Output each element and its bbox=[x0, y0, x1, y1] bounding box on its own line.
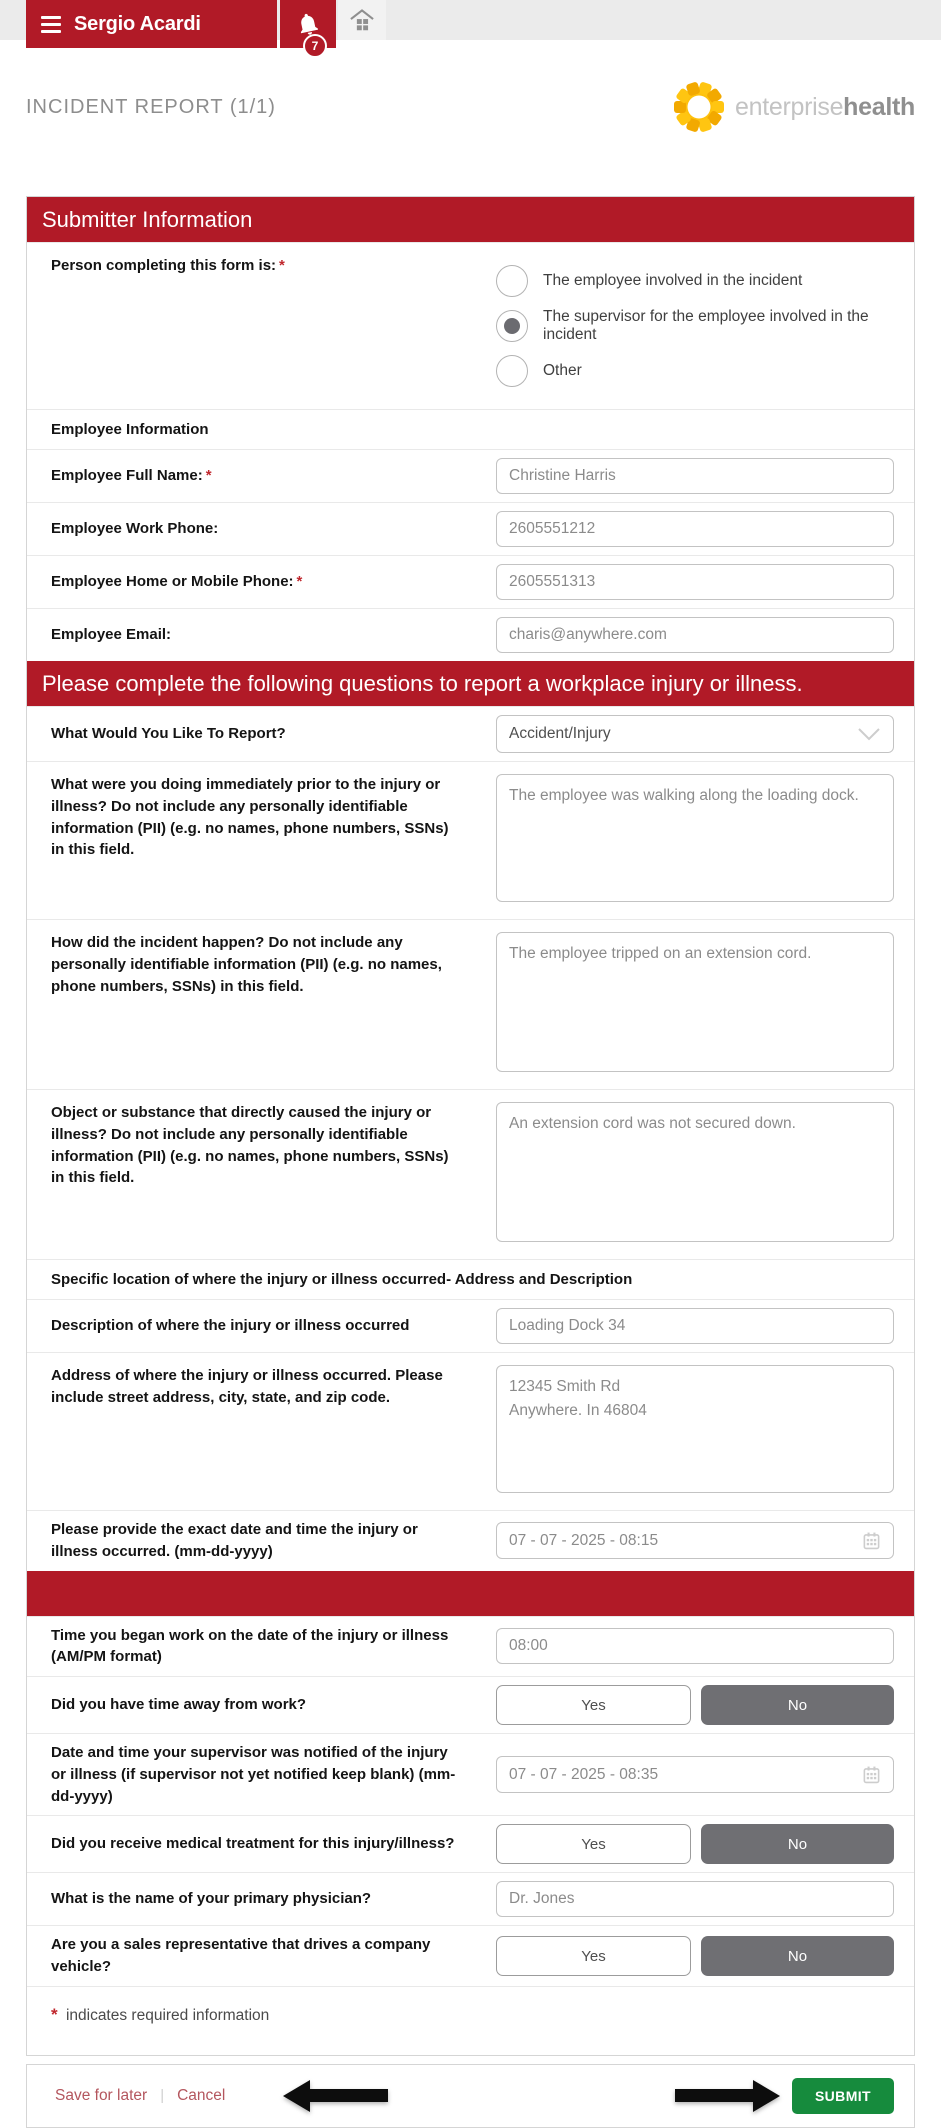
location-address-label: Address of where the injury or illness occurred. Please include street address, city, state, and zip code. bbox=[51, 1367, 443, 1406]
prior-activity-label: What were you doing immediately prior to the injury or illness? Do not include any personally identifiable information (PII) (e.g. no names, phone numbers, SSNs) in this field. bbox=[51, 776, 449, 859]
employee-work-phone-label: Employee Work Phone: bbox=[51, 520, 219, 538]
object-substance-textarea[interactable] bbox=[496, 1102, 894, 1242]
person-completing-radio-group bbox=[496, 255, 894, 397]
how-incident-textarea[interactable] bbox=[496, 932, 894, 1072]
time-away-toggle bbox=[496, 1685, 894, 1725]
employee-home-phone-row bbox=[27, 555, 914, 608]
medical-treatment-label: Did you receive medical treatment for this injury/illness? bbox=[51, 1835, 455, 1853]
report-type-value: Accident/Injury bbox=[509, 725, 611, 742]
radio-option-other[interactable]: Other bbox=[496, 355, 894, 387]
calendar-icon[interactable] bbox=[862, 1531, 881, 1550]
radio-icon bbox=[496, 265, 528, 297]
annotation-arrow-left bbox=[283, 2080, 388, 2112]
occurred-datetime-label: Please provide the exact date and time the injury or illness occurred. (mm-dd-yyyy) bbox=[51, 1521, 418, 1560]
medical-treatment-toggle bbox=[496, 1824, 894, 1864]
time-away-yes-button[interactable]: Yes bbox=[496, 1685, 691, 1725]
radio-option-employee[interactable]: The employee involved in the incident bbox=[496, 265, 894, 297]
prior-activity-textarea[interactable] bbox=[496, 774, 894, 902]
cancel-link[interactable]: Cancel bbox=[177, 2086, 226, 2104]
supervisor-notified-input[interactable] bbox=[496, 1756, 894, 1793]
specific-location-heading: Specific location of where the injury or illness occurred- Address and Description bbox=[27, 1259, 914, 1299]
save-for-later-link[interactable]: Save for later bbox=[55, 2086, 148, 2104]
employee-information-heading: Employee Information bbox=[27, 409, 914, 449]
link-separator: | bbox=[160, 2087, 165, 2105]
occurred-datetime-value: 07 - 07 - 2025 - 08:15 bbox=[509, 1531, 659, 1549]
required-note bbox=[27, 1986, 914, 2055]
page-head bbox=[0, 48, 941, 134]
employee-home-phone-label: Employee Home or Mobile Phone: * bbox=[51, 573, 303, 591]
report-type-label: What Would You Like To Report? bbox=[51, 725, 286, 743]
time-away-row bbox=[27, 1676, 914, 1733]
prior-activity-row bbox=[27, 761, 914, 919]
sales-rep-toggle bbox=[496, 1936, 894, 1976]
radio-icon bbox=[496, 355, 528, 387]
supervisor-notified-row bbox=[27, 1733, 914, 1815]
supervisor-notified-label: Date and time your supervisor was notified of the injury or illness (if supervisor not yet notified keep blank) (mm-dd-yyyy) bbox=[51, 1744, 456, 1805]
notification-count-badge: 7 bbox=[303, 34, 327, 58]
report-type-select[interactable] bbox=[496, 715, 894, 753]
employee-email-row bbox=[27, 608, 914, 661]
annotation-arrow-right bbox=[675, 2080, 780, 2112]
home-button[interactable] bbox=[338, 0, 386, 40]
how-incident-row bbox=[27, 919, 914, 1089]
home-icon bbox=[347, 6, 377, 34]
required-asterisk: * bbox=[296, 573, 303, 591]
time-began-input[interactable] bbox=[496, 1628, 894, 1664]
section-header-blank bbox=[27, 1571, 914, 1616]
page-title: INCIDENT REPORT (1/1) bbox=[26, 95, 276, 118]
top-bar bbox=[0, 0, 941, 53]
employee-work-phone-row bbox=[27, 502, 914, 555]
employee-work-phone-input[interactable] bbox=[496, 511, 894, 547]
employee-full-name-row bbox=[27, 449, 914, 502]
user-menu-button[interactable] bbox=[26, 0, 277, 48]
sales-rep-row bbox=[27, 1925, 914, 1986]
required-asterisk: * bbox=[279, 257, 285, 274]
location-description-row bbox=[27, 1299, 914, 1352]
physician-label: What is the name of your primary physician? bbox=[51, 1890, 372, 1908]
logo-text-light: enterprise bbox=[735, 92, 844, 121]
user-name: Sergio Acardi bbox=[74, 12, 201, 35]
object-substance-label: Object or substance that directly caused the injury or illness? Do not include any personally identifiable information (PII) (e.g. no names, phone numbers, SSNs) in this field. bbox=[51, 1104, 449, 1187]
incident-form bbox=[26, 196, 915, 2056]
time-began-row bbox=[27, 1616, 914, 1677]
object-substance-row bbox=[27, 1089, 914, 1259]
section-header-questions: Please complete the following questions to report a workplace injury or illness. bbox=[27, 661, 914, 706]
chevron-down-icon bbox=[857, 727, 881, 742]
person-completing-label: Person completing this form is: * bbox=[51, 257, 285, 274]
medical-treatment-yes-button[interactable]: Yes bbox=[496, 1824, 691, 1864]
location-description-label: Description of where the injury or illness occurred bbox=[51, 1317, 410, 1335]
medical-treatment-row bbox=[27, 1815, 914, 1872]
enterprise-health-logo bbox=[672, 80, 915, 134]
time-away-label: Did you have time away from work? bbox=[51, 1696, 307, 1714]
location-description-input[interactable] bbox=[496, 1308, 894, 1344]
logo-text-bold: health bbox=[843, 92, 915, 121]
radio-option-supervisor[interactable]: The supervisor for the employee involved in the incident bbox=[496, 308, 894, 344]
occurred-datetime-input[interactable] bbox=[496, 1522, 894, 1559]
hamburger-icon bbox=[41, 16, 61, 33]
physician-row bbox=[27, 1872, 914, 1925]
location-address-textarea[interactable] bbox=[496, 1365, 894, 1493]
report-type-row bbox=[27, 706, 914, 761]
employee-home-phone-input[interactable] bbox=[496, 564, 894, 600]
sales-rep-label: Are you a sales representative that drives a company vehicle? bbox=[51, 1936, 431, 1975]
calendar-icon[interactable] bbox=[862, 1765, 881, 1784]
employee-full-name-label: Employee Full Name: * bbox=[51, 467, 212, 485]
physician-input[interactable] bbox=[496, 1881, 894, 1917]
required-asterisk: * bbox=[51, 2004, 58, 2024]
person-completing-row bbox=[27, 242, 914, 409]
occurred-datetime-row bbox=[27, 1510, 914, 1571]
medical-treatment-no-button[interactable]: No bbox=[701, 1824, 894, 1864]
radio-selected-icon bbox=[496, 310, 528, 342]
sales-rep-no-button[interactable]: No bbox=[701, 1936, 894, 1976]
employee-email-input[interactable] bbox=[496, 617, 894, 653]
required-note-text: indicates required information bbox=[65, 2006, 270, 2024]
employee-full-name-input[interactable] bbox=[496, 458, 894, 494]
supervisor-notified-value: 07 - 07 - 2025 - 08:35 bbox=[509, 1765, 659, 1783]
submit-button[interactable]: SUBMIT bbox=[792, 2078, 894, 2114]
employee-email-label: Employee Email: bbox=[51, 626, 172, 644]
required-asterisk: * bbox=[205, 467, 212, 485]
form-footer bbox=[26, 2064, 915, 2128]
section-header-submitter: Submitter Information bbox=[27, 197, 914, 242]
time-away-no-button[interactable]: No bbox=[701, 1685, 894, 1725]
sunflower-logo-icon bbox=[672, 80, 726, 134]
time-began-label: Time you began work on the date of the injury or illness (AM/PM format) bbox=[51, 1626, 449, 1666]
logo-wordmark bbox=[735, 93, 915, 122]
how-incident-label: How did the incident happen? Do not include any personally identifiable information (PII) (e.g. no names, phone numbers, SSNs) in this field. bbox=[51, 934, 442, 995]
location-address-row bbox=[27, 1352, 914, 1510]
sales-rep-yes-button[interactable]: Yes bbox=[496, 1936, 691, 1976]
